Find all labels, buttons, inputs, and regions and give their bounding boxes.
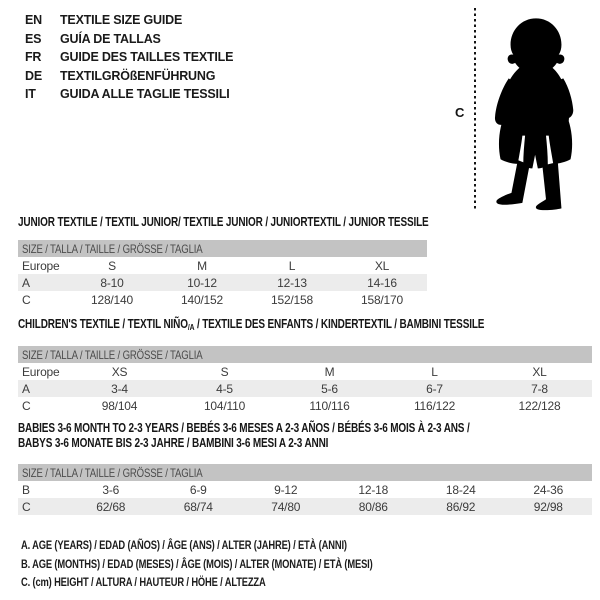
table-cell: 5-6 bbox=[321, 381, 338, 396]
table-cell: 9-12 bbox=[274, 482, 298, 497]
language-code: ES bbox=[25, 31, 42, 46]
table-cell: L bbox=[431, 364, 438, 379]
table-cell: 8-10 bbox=[100, 275, 124, 290]
size-header-label: SIZE / TALLA / TAILLE / GRÖSSE / TAGLIA bbox=[22, 466, 203, 480]
table-cell: 116/122 bbox=[413, 398, 456, 413]
table-cell: 74/80 bbox=[271, 499, 301, 514]
language-code: IT bbox=[25, 87, 36, 101]
table-cell: M bbox=[324, 364, 335, 379]
table-cell: 12-18 bbox=[358, 482, 389, 497]
row-label: Europe bbox=[22, 258, 60, 273]
language-title-list bbox=[25, 11, 233, 104]
language-title: TEXTILE SIZE GUIDE bbox=[60, 13, 183, 27]
note-height-cm: C. (cm) HEIGHT / ALTURA / HAUTEUR / HÖHE / ALTEZZA bbox=[21, 575, 266, 589]
language-row-fr bbox=[25, 48, 233, 67]
table-cell: 104/110 bbox=[203, 398, 246, 413]
table-cell: 18-24 bbox=[445, 482, 476, 497]
table-cell: 110/116 bbox=[309, 398, 350, 413]
row-label: B bbox=[22, 482, 30, 497]
children-textile-table bbox=[18, 317, 592, 414]
table-cell: 92/98 bbox=[533, 499, 563, 514]
table-cell: 14-16 bbox=[367, 275, 397, 290]
table-row bbox=[18, 498, 592, 515]
table-row bbox=[18, 291, 427, 308]
table-title-line: JUNIOR TEXTILE / TEXTIL JUNIOR/ TEXTILE JUNIOR / JUNIORTEXTIL / JUNIOR TESSILE bbox=[18, 215, 429, 229]
language-title: GUIDA ALLE TAGLIE TESSILI bbox=[60, 87, 230, 101]
size-table bbox=[18, 363, 592, 414]
table-cell: 24-36 bbox=[533, 482, 564, 497]
table-cell: XL bbox=[374, 258, 390, 273]
table-cell: 10-12 bbox=[187, 275, 217, 290]
table-title bbox=[18, 421, 477, 451]
language-row-en bbox=[25, 11, 233, 30]
row-label: Europe bbox=[22, 364, 60, 379]
table-cell: M bbox=[197, 258, 207, 273]
junior-textile-table bbox=[18, 215, 427, 308]
table-cell: S bbox=[220, 364, 229, 379]
row-label: A bbox=[22, 275, 30, 290]
height-measure-label: C bbox=[455, 105, 465, 120]
table-cell: XS bbox=[111, 364, 128, 379]
legend-notes bbox=[21, 536, 472, 592]
table-cell: 6-7 bbox=[426, 381, 443, 396]
table-cell: 98/104 bbox=[101, 398, 138, 413]
size-table bbox=[18, 257, 427, 308]
table-title bbox=[18, 215, 429, 230]
table-cell: 12-13 bbox=[277, 275, 307, 290]
language-title: GUIDE DES TAILLES TEXTILE bbox=[60, 50, 234, 64]
size-header-label: SIZE / TALLA / TAILLE / GRÖSSE / TAGLIA bbox=[22, 242, 203, 256]
table-title-line: BABYS 3-6 MONATE BIS 2-3 JAHRE / BAMBINI 3-6 MESI A 2-3 ANNI bbox=[18, 436, 329, 450]
row-label: A bbox=[22, 381, 30, 396]
row-label: C bbox=[22, 499, 31, 514]
language-code: FR bbox=[25, 50, 42, 64]
table-row bbox=[18, 397, 592, 414]
babies-textile-table bbox=[18, 421, 592, 515]
table-cell: 6-9 bbox=[189, 482, 207, 497]
size-header-label: SIZE / TALLA / TAILLE / GRÖSSE / TAGLIA bbox=[22, 348, 203, 362]
row-label: C bbox=[22, 398, 31, 413]
table-row bbox=[18, 380, 592, 397]
table-cell: 3-4 bbox=[111, 381, 128, 396]
table-cell: 152/158 bbox=[271, 292, 313, 307]
table-cell: 4-5 bbox=[216, 381, 233, 396]
table-cell: 3-6 bbox=[102, 482, 120, 497]
table-cell: XL bbox=[532, 364, 547, 379]
table-cell: 128/140 bbox=[91, 292, 133, 307]
table-cell: 86/92 bbox=[446, 499, 476, 514]
table-title bbox=[18, 317, 485, 333]
language-row-de bbox=[25, 67, 233, 86]
table-cell: L bbox=[288, 258, 296, 273]
size-table bbox=[18, 481, 592, 515]
baby-silhouette-icon bbox=[486, 8, 586, 212]
language-title: TEXTILGRÖßENFÜHRUNG bbox=[60, 68, 216, 83]
row-label: C bbox=[22, 292, 31, 307]
table-cell: 62/68 bbox=[96, 499, 126, 514]
table-title-line: BABIES 3-6 MONTH TO 2-3 YEARS / BEBÉS 3-6 MESES A 2-3 AÑOS / BÉBÉS 3-6 MOIS À 2-3 ANS / bbox=[18, 421, 470, 435]
size-header-bar bbox=[18, 346, 592, 363]
table-row bbox=[18, 274, 427, 291]
table-title-line: CHILDREN'S TEXTILE / TEXTIL NIÑO/A / TEXTILE DES ENFANTS / KINDERTEXTIL / BAMBINI TESSILE bbox=[18, 317, 485, 332]
note-age-years: A. AGE (YEARS) / EDAD (AÑOS) / ÂGE (ANS) / ALTER (JAHRE) / ETÀ (ANNI) bbox=[21, 538, 347, 552]
table-cell: S bbox=[108, 258, 116, 273]
table-cell: 140/152 bbox=[181, 292, 223, 307]
height-dashed-line bbox=[474, 8, 476, 210]
size-header-bar bbox=[18, 464, 592, 481]
size-header-bar bbox=[18, 240, 427, 257]
language-row-it bbox=[25, 85, 233, 104]
table-row bbox=[18, 257, 427, 274]
table-cell: 7-8 bbox=[531, 381, 548, 396]
note-age-months: B. AGE (MONTHS) / EDAD (MESES) / ÂGE (MOIS) / ALTER (MONATE) / ETÀ (MESI) bbox=[21, 556, 373, 571]
table-cell: 68/74 bbox=[183, 499, 213, 514]
table-row bbox=[18, 363, 592, 380]
table-cell: 158/170 bbox=[361, 292, 403, 307]
language-code: DE bbox=[25, 68, 42, 83]
language-row-es bbox=[25, 30, 233, 49]
table-cell: 122/128 bbox=[518, 398, 561, 413]
language-code: EN bbox=[25, 13, 42, 27]
table-cell: 80/86 bbox=[358, 499, 388, 514]
language-title: GUÍA DE TALLAS bbox=[60, 31, 161, 46]
table-row bbox=[18, 481, 592, 498]
